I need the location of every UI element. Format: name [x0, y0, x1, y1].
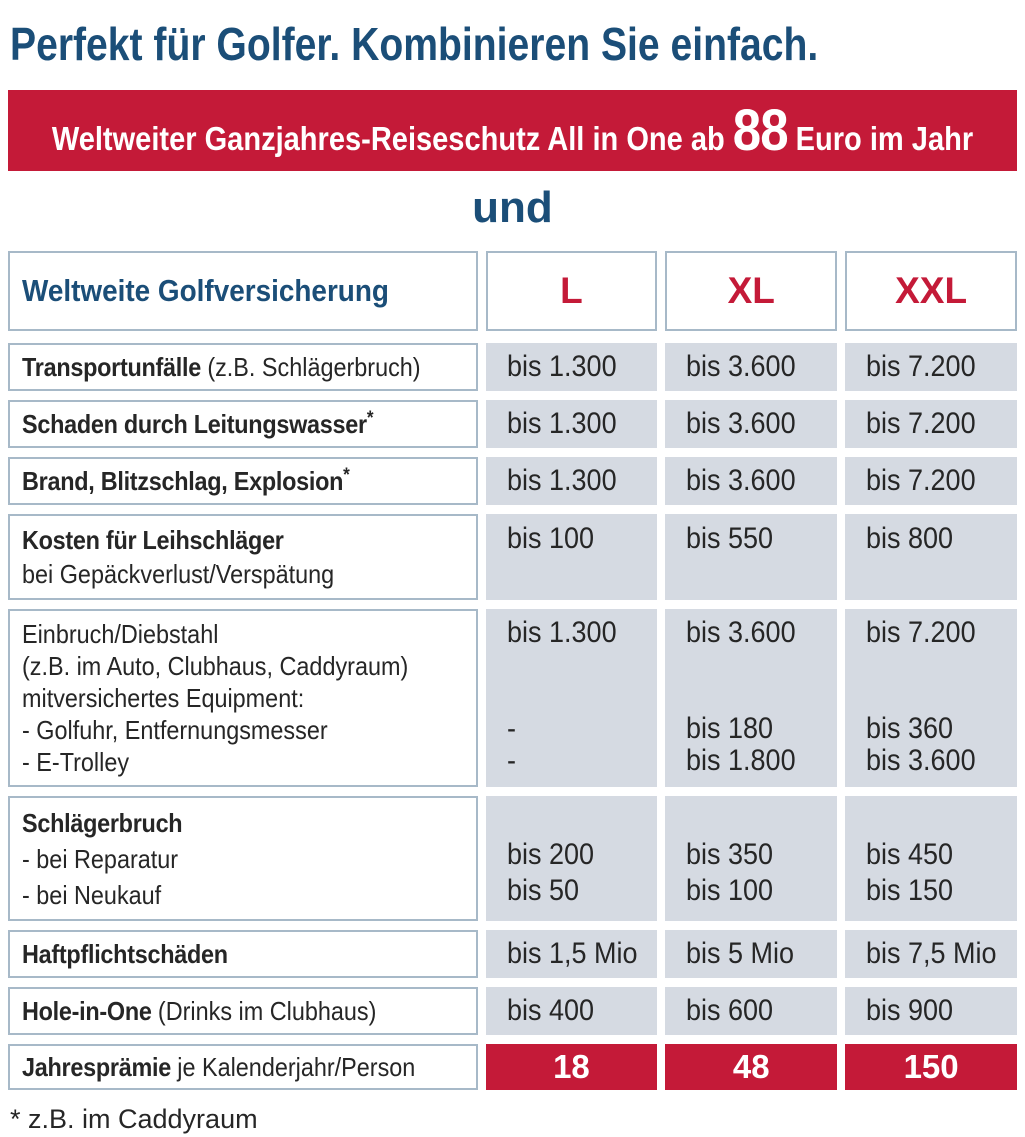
column-header-xl-label: XL [727, 270, 775, 311]
value-cell-xxl: bis 800 [845, 514, 1017, 600]
row-line: - bei Neukauf [22, 879, 162, 910]
column-header-l [486, 251, 658, 331]
value-cell-xxl: bis 7.200 [845, 400, 1017, 448]
table-row-schlaegerbruch [8, 796, 1017, 921]
page-title-text: Perfekt für Golfer. Kombinieren Sie einfach. [10, 18, 819, 70]
value-cell-xl: bis 3.600 [665, 457, 837, 505]
row-label: Haftpflichtschäden [22, 938, 228, 969]
footnote: * z.B. im Caddyraum [10, 1104, 258, 1134]
value-cell-xl: bis 3.600 [665, 343, 837, 391]
value-cell-l: bis 400 [486, 987, 658, 1035]
value-cell-l: bis 100 [486, 514, 658, 600]
value-cell-xl: bis 5 Mio [665, 930, 837, 978]
row-label-cell [8, 400, 478, 448]
banner-price: 88 [732, 98, 788, 163]
table-title-cell [8, 251, 478, 331]
value-cell-l: bis 1,5 Mio [486, 930, 658, 978]
value-cell-xxl: bis 7,5 Mio [845, 930, 1017, 978]
value-cell-xxl: bis 7.200 [845, 343, 1017, 391]
row-line: - bei Reparatur [22, 843, 179, 874]
column-header-xl [665, 251, 837, 331]
row-label: Brand, Blitzschlag, Explosion* [22, 465, 350, 496]
row-label-cell [8, 609, 478, 787]
row-label-cell [8, 1044, 478, 1090]
table-row-leihschlaeger [8, 514, 1017, 600]
row-sublabel: bei Gepäckverlust/Verspätung [22, 559, 335, 589]
row-label-cell [8, 930, 478, 978]
column-header-l-label: L [560, 270, 583, 311]
table-header-row [8, 251, 1017, 331]
premium-cell-xxl: 150 [845, 1044, 1017, 1090]
row-line: - Golfuhr, Entfernungsmesser [22, 715, 328, 745]
value-cell-xxl: bis 7.200 bis 360 bis 3.600 [845, 609, 1017, 787]
table-row-leitungswasser [8, 400, 1017, 448]
column-header-xxl-label: XXL [895, 270, 968, 311]
banner-text-before: Weltweiter Ganzjahres-Reiseschutz All in One ab [51, 120, 725, 157]
row-line: (z.B. im Auto, Clubhaus, Caddyraum) [22, 651, 409, 681]
table-row-einbruch-diebstahl [8, 609, 1017, 787]
pricing-table [8, 251, 1017, 1090]
premium-cell-l: 18 [486, 1044, 658, 1090]
value-cell-xxl: bis 900 [845, 987, 1017, 1035]
value-cell-l: bis 1.300 [486, 343, 658, 391]
column-header-xxl [845, 251, 1017, 331]
row-label: Hole-in-One (Drinks im Clubhaus) [22, 995, 377, 1026]
row-label: Schlägerbruch [22, 807, 183, 838]
value-cell-l: bis 1.300 [486, 457, 658, 505]
premium-cell-xl: 48 [665, 1044, 837, 1090]
row-label: Transportunfälle (z.B. Schlägerbruch) [22, 351, 421, 382]
value-cell-xl: bis 600 [665, 987, 837, 1035]
value-cell-xxl: bis 450 bis 150 [845, 796, 1017, 921]
value-cell-xxl: bis 7.200 [845, 457, 1017, 505]
row-label-cell [8, 343, 478, 391]
value-cell-l: bis 200 bis 50 [486, 796, 658, 921]
row-label-cell [8, 514, 478, 600]
table-row-hole-in-one [8, 987, 1017, 1035]
page-title [10, 12, 1017, 76]
row-label-cell [8, 987, 478, 1035]
row-label: Jahresprämie je Kalenderjahr/Person [22, 1051, 416, 1082]
row-line: mitversichertes Equipment: [22, 683, 305, 713]
row-line: - E-Trolley [22, 747, 130, 777]
promo-banner [8, 90, 1017, 171]
row-label: Schaden durch Leitungswasser* [22, 408, 374, 439]
promo-banner-text [52, 97, 973, 164]
value-cell-xl: bis 550 [665, 514, 837, 600]
value-cell-l: bis 1.300 - - [486, 609, 658, 787]
value-cell-xl: bis 3.600 [665, 400, 837, 448]
connector-word: und [472, 183, 553, 232]
table-row-haftpflicht [8, 930, 1017, 978]
table-row-transportunfaelle [8, 343, 1017, 391]
banner-text-after: Euro im Jahr [795, 120, 974, 157]
table-row-brand-blitzschlag [8, 457, 1017, 505]
row-label: Einbruch/Diebstahl [22, 619, 219, 649]
table-title: Weltweite Golfversicherung [22, 273, 389, 308]
row-label: Kosten für Leihschläger [22, 525, 284, 555]
value-cell-l: bis 1.300 [486, 400, 658, 448]
table-row-jahrespraemie [8, 1044, 1017, 1090]
row-label-cell [8, 796, 478, 921]
row-label-cell [8, 457, 478, 505]
value-cell-xl: bis 3.600 bis 180 bis 1.800 [665, 609, 837, 787]
value-cell-xl: bis 350 bis 100 [665, 796, 837, 921]
